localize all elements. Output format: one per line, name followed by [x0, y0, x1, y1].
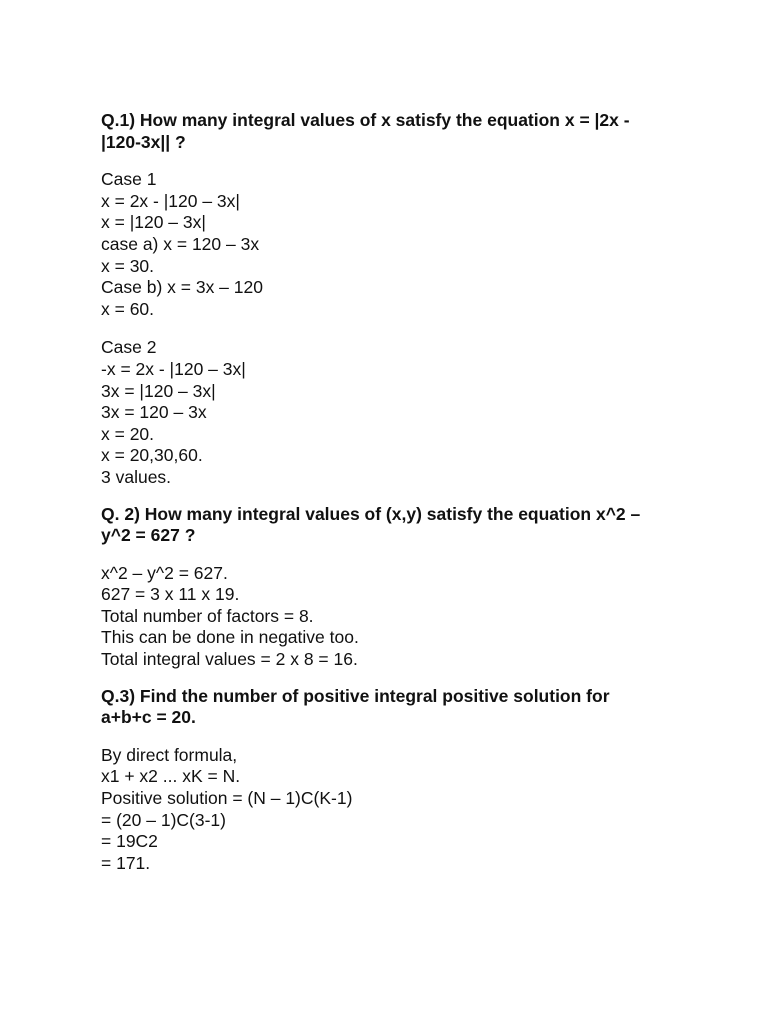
q3-answer-line: = 171. — [101, 852, 151, 873]
question-2 — [101, 504, 701, 547]
q2-answer-line: 627 = 3 x 11 x 19. — [101, 584, 240, 605]
q1-case2-line: 3x = |120 – 3x| — [101, 380, 216, 401]
question-3-answer — [101, 745, 701, 875]
q2-answer-line: Total integral values = 2 x 8 = 16. — [101, 649, 358, 670]
q1-case1-line: x = 60. — [101, 298, 155, 319]
q1-case1-line: x = 2x - |120 – 3x| — [101, 190, 240, 211]
q1-case2-line: Case 2 — [101, 337, 157, 358]
question-1 — [101, 110, 701, 153]
q2-answer-line: This can be done in negative too. — [101, 627, 359, 648]
q1-case2-line: 3 values. — [101, 466, 172, 487]
q3-answer-line: = 19C2 — [101, 831, 158, 852]
q1-case1-line: Case b) x = 3x – 120 — [101, 277, 263, 298]
document-page — [101, 108, 701, 874]
q2-answer-line: x^2 – y^2 = 627. — [101, 562, 228, 583]
q1-case1-line: x = |120 – 3x| — [101, 212, 206, 233]
q1-case2-line: x = 20. — [101, 423, 155, 444]
q1-case1-line: case a) x = 120 – 3x — [101, 233, 260, 254]
question-2-answer — [101, 563, 701, 671]
q1-case2-line: x = 20,30,60. — [101, 445, 203, 466]
question-3-line-1: Q.3) Find the number of positive integral positive solution for — [101, 685, 610, 706]
question-3-line-2: a+b+c = 20. — [101, 707, 196, 728]
question-2-line-1: Q. 2) How many integral values of (x,y) satisfy the equation x^2 – — [101, 503, 641, 524]
q3-answer-line: By direct formula, — [101, 744, 238, 765]
question-1-line-2: |120-3x|| ? — [101, 131, 186, 152]
q1-case2-line: 3x = 120 – 3x — [101, 402, 207, 423]
question-3 — [101, 686, 701, 729]
q3-answer-line: Positive solution = (N – 1)C(K-1) — [101, 788, 353, 809]
q3-answer-line: x1 + x2 ... xK = N. — [101, 766, 241, 787]
q1-case1-line: x = 30. — [101, 255, 155, 276]
q3-answer-line: = (20 – 1)C(3-1) — [101, 809, 226, 830]
q2-answer-line: Total number of factors = 8. — [101, 605, 314, 626]
question-1-case-1 — [101, 169, 701, 320]
question-1-line-1: Q.1) How many integral values of x satisfy the equation x = |2x - — [101, 110, 630, 130]
question-1-case-2 — [101, 337, 701, 488]
q1-case1-line: Case 1 — [101, 169, 157, 190]
question-2-line-2: y^2 = 627 ? — [101, 525, 196, 546]
q1-case2-line: -x = 2x - |120 – 3x| — [101, 358, 246, 379]
